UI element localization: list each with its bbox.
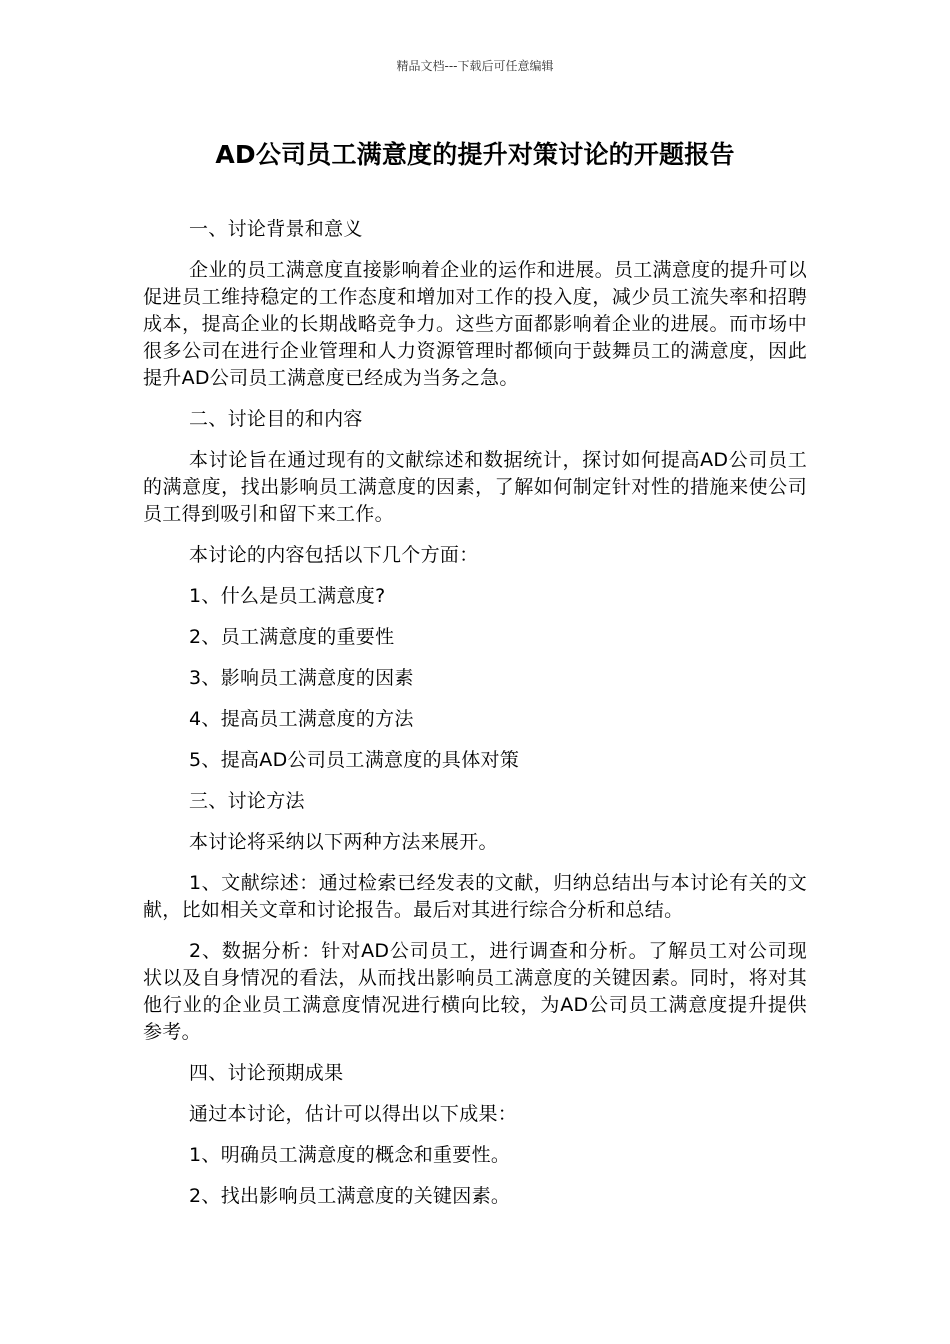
- paragraph-content-intro: 本讨论的内容包括以下几个方面：: [189, 544, 479, 566]
- list-item: 3、影响员工满意度的因素: [189, 667, 414, 689]
- section-heading-methods: 三、讨论方法: [189, 790, 305, 812]
- document-title: AD公司员工满意度的提升对策讨论的开题报告: [215, 140, 735, 169]
- section-heading-purpose: 二、讨论目的和内容: [189, 408, 363, 430]
- paragraph-background: 企业的员工满意度直接影响着企业的运作和进展。员工满意度的提升可以促进员工维持稳定的工作态度和增加对工作的投入度，减少员工流失率和招聘成本，提高企业的长期战略竞争力。这些方面都影响着企业的进展。而市场中很多公司在进行企业管理和人力资源管理时都倾向于鼓舞员工的满意度，因此提升AD公司员工满意度已经成为当务之急。: [143, 259, 807, 389]
- document-body: [143, 216, 807, 1224]
- list-item: 4、提高员工满意度的方法: [189, 708, 414, 730]
- paragraph-purpose: 本讨论旨在通过现有的文献综述和数据统计，探讨如何提高AD公司员工的满意度，找出影响员工满意度的因素，了解如何制定针对性的措施来使公司员工得到吸引和留下来工作。: [143, 449, 807, 525]
- section-heading-background: 一、讨论背景和意义: [189, 218, 363, 240]
- paragraph-method-literature: 1、文献综述：通过检索已经发表的文献，归纳总结出与本讨论有关的文献，比如相关文章和讨论报告。最后对其进行综合分析和总结。: [143, 872, 807, 921]
- section-heading-outcomes: 四、讨论预期成果: [189, 1062, 344, 1084]
- paragraph-outcomes-intro: 通过本讨论，估计可以得出以下成果：: [189, 1103, 518, 1125]
- list-item: 1、什么是员工满意度?: [189, 585, 386, 607]
- paragraph-method-data: 2、数据分析：针对AD公司员工，进行调查和分析。了解员工对公司现状以及自身情况的看法，从而找出影响员工满意度的关键因素。同时，将对其他行业的企业员工满意度情况进行横向比较，为AD公司员工满意度提升提供参考。: [143, 940, 807, 1043]
- list-item: 2、找出影响员工满意度的关键因素。: [189, 1185, 511, 1207]
- list-item: 1、明确员工满意度的概念和重要性。: [189, 1144, 511, 1166]
- page-header: 精品文档---下载后可任意编辑: [396, 59, 554, 73]
- paragraph-methods-intro: 本讨论将采纳以下两种方法来展开。: [189, 831, 498, 853]
- list-item: 2、员工满意度的重要性: [189, 626, 395, 648]
- list-item: 5、提高AD公司员工满意度的具体对策: [189, 749, 520, 771]
